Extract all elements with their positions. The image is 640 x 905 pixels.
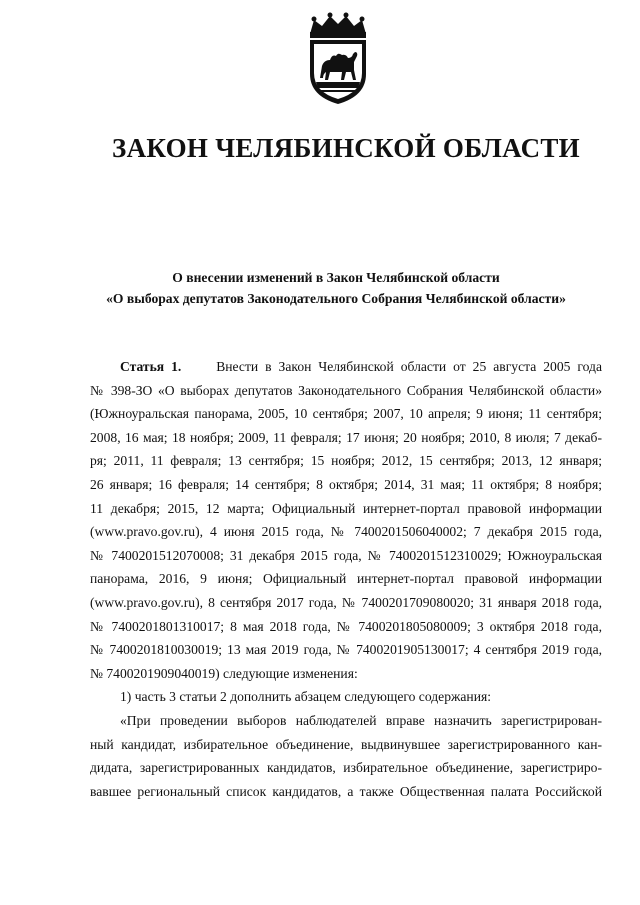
body-text-line: Внести в Закон Челябинской области от 25 августа 2005 года — [216, 359, 602, 374]
body-text-line: № 7400201810030019; 13 мая 2019 года, № 7400201905130017; 4 сентября 2019 года, — [90, 642, 602, 658]
body-text-line: (www.pravo.gov.ru), 4 июня 2015 года, № 7400201506040002; 7 декабря 2015 года, — [90, 524, 602, 540]
amendment-item-1: 1) часть 3 статьи 2 дополнить абзацем следующего содержания: — [120, 689, 491, 705]
quoted-text-line: вавшее региональный список кандидатов, а также Общественная палата Российской — [90, 783, 602, 799]
document-subtitle — [0, 267, 640, 309]
subtitle-line-1: О внесении изменений в Закон Челябинской области — [172, 270, 500, 285]
body-text-line: № 7400201909040019) следующие изменения: — [90, 665, 358, 681]
article-label: Статья 1. — [120, 359, 182, 374]
quoted-text-line: дидата, зарегистрированных кандидатов, избирательное объединение, зарегистриро- — [90, 760, 602, 776]
body-text-line: № 7400201512070008; 31 декабря 2015 года, № 7400201512310029; Южноуральская — [90, 547, 602, 563]
body-text-line: 26 января; 16 февраля; 14 сентября; 8 октября; 2014, 31 мая; 11 октября; 8 ноября; — [90, 476, 602, 492]
subtitle-line-2: «О выборах депутатов Законодательного Собрания Челябинской области» — [106, 291, 566, 306]
quoted-text-line: ный кандидат, избирательное объединение, выдвинувшее зарегистрированного кан- — [90, 736, 602, 752]
body-text-line: ря; 2011, 11 февраля; 13 сентября; 15 ноября; 2012, 15 сентября; 2013, 12 января; — [90, 453, 602, 469]
page-title: ЗАКОН ЧЕЛЯБИНСКОЙ ОБЛАСТИ — [112, 133, 580, 163]
body-text-line: № 7400201801310017; 8 мая 2018 года, № 7400201805080009; 3 октября 2018 года, — [90, 618, 602, 634]
body-text-line: (www.pravo.gov.ru), 8 сентября 2017 года, № 7400201709080020; 31 января 2018 года, — [90, 594, 602, 610]
quoted-text-line: «При проведении выборов наблюдателей вправе назначить зарегистрирован- — [120, 712, 602, 728]
document-body — [90, 355, 602, 803]
body-text-line: № 398-ЗО «О выборах депутатов Законодательного Собрания Челябинской области» — [90, 382, 602, 398]
body-text-line: 11 декабря; 2015, 12 марта; Официальный интернет-портал правовой информации — [90, 500, 602, 516]
body-text-line: (Южноуральская панорама, 2005, 10 сентября; 2007, 10 апреля; 9 июня; 11 сентября; — [90, 406, 602, 422]
body-text-line: 2008, 16 мая; 18 ноября; 2009, 11 февраля; 17 июня; 20 ноября; 2010, 8 июля; 7 декаб- — [90, 429, 602, 445]
chelyabinsk-coat-of-arms-icon — [298, 12, 378, 108]
body-text-line: панорама, 2016, 9 июня; Официальный интернет-портал правовой информации — [90, 571, 602, 587]
article-1-first-line — [90, 355, 602, 379]
